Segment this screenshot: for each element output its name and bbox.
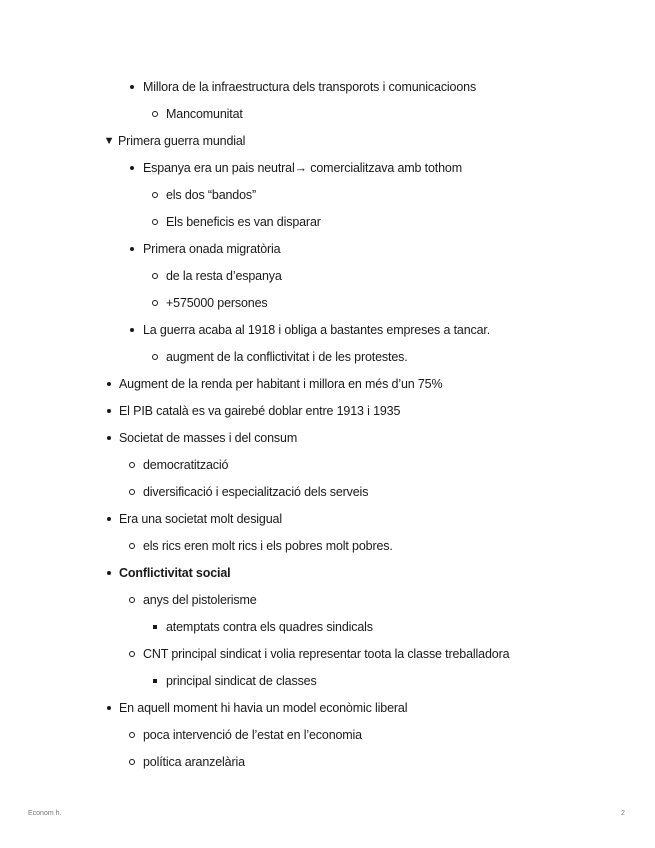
list-item-text: Millora de la infraestructura dels transporots i comunicacioons [143, 80, 477, 94]
list-item-text: Augment de la renda per habitant i millora en més d’un 75% [119, 377, 443, 391]
bullet-circle-icon [127, 592, 137, 608]
list-item-text: Mancomunitat [166, 107, 243, 121]
bullet-disc-icon [104, 376, 114, 392]
list-item-text: Primera onada migratòria [143, 242, 281, 256]
list-item-text: El PIB català es va gairebé doblar entre 1913 i 1935 [119, 404, 401, 418]
bullet-circle-icon [150, 268, 160, 284]
list-item-text: poca intervenció de l’estat en l’economia [143, 728, 362, 742]
list-item-text: Primera guerra mundial [118, 134, 246, 148]
bullet-circle-icon [150, 106, 160, 122]
bullet-disc-icon [127, 241, 137, 257]
bullet-circle-icon [150, 187, 160, 203]
page-number: 2 [621, 810, 625, 817]
list-item-text: Era una societat molt desigual [119, 512, 282, 526]
list-item-text: +575000 persones [166, 296, 268, 310]
list-item-text: augment de la conflictivitat i de les protestes. [166, 350, 408, 364]
list-item-text: diversificació i especialització dels serveis [143, 485, 369, 499]
bullet-disc-icon [104, 511, 114, 527]
list-item-text: anys del pistolerisme [143, 593, 257, 607]
list-item-text: La guerra acaba al 1918 i obliga a bastantes empreses a tancar. [143, 323, 491, 337]
bullet-disc-icon [104, 430, 114, 446]
bullet-circle-icon [127, 646, 137, 662]
list-item-text: Societat de masses i del consum [119, 431, 298, 445]
toggle-triangle-icon[interactable]: ▼ [103, 135, 115, 147]
bullet-circle-icon [127, 538, 137, 554]
bullet-disc-icon [127, 322, 137, 338]
bullet-disc-icon [104, 565, 114, 581]
list-item-text: Els beneficis es van disparar [166, 215, 321, 229]
footer-left: Econom h. [28, 810, 62, 817]
list-item-text: de la resta d’espanya [166, 269, 282, 283]
list-item-text: Conflictivitat social [119, 566, 231, 580]
bullet-square-icon [150, 673, 160, 689]
bullet-circle-icon [150, 214, 160, 230]
bullet-disc-icon [127, 79, 137, 95]
list-item-text: atemptats contra els quadres sindicals [166, 620, 373, 634]
bullet-circle-icon [127, 754, 137, 770]
list-item-text: els rics eren molt rics i els pobres molt pobres. [143, 539, 393, 553]
bullet-circle-icon [127, 484, 137, 500]
bullet-square-icon [150, 619, 160, 635]
list-item-text: En aquell moment hi havia un model econòmic liberal [119, 701, 408, 715]
bullet-disc-icon [104, 700, 114, 716]
list-item-text: CNT principal sindicat i volia representar toota la classe treballadora [143, 647, 510, 661]
list-item-text: principal sindicat de classes [166, 674, 317, 688]
bullet-disc-icon [104, 403, 114, 419]
list-item-text: els dos “bandos” [166, 188, 257, 202]
bullet-circle-icon [127, 457, 137, 473]
list-item-text: Espanya era un pais neutral→ comercialitzava amb tothom [143, 161, 462, 175]
bullet-circle-icon [150, 295, 160, 311]
bullet-circle-icon [127, 727, 137, 743]
bullet-circle-icon [150, 349, 160, 365]
list-item-text: democratització [143, 458, 229, 472]
list-item-text: política aranzelària [143, 755, 245, 769]
bullet-disc-icon [127, 160, 137, 176]
